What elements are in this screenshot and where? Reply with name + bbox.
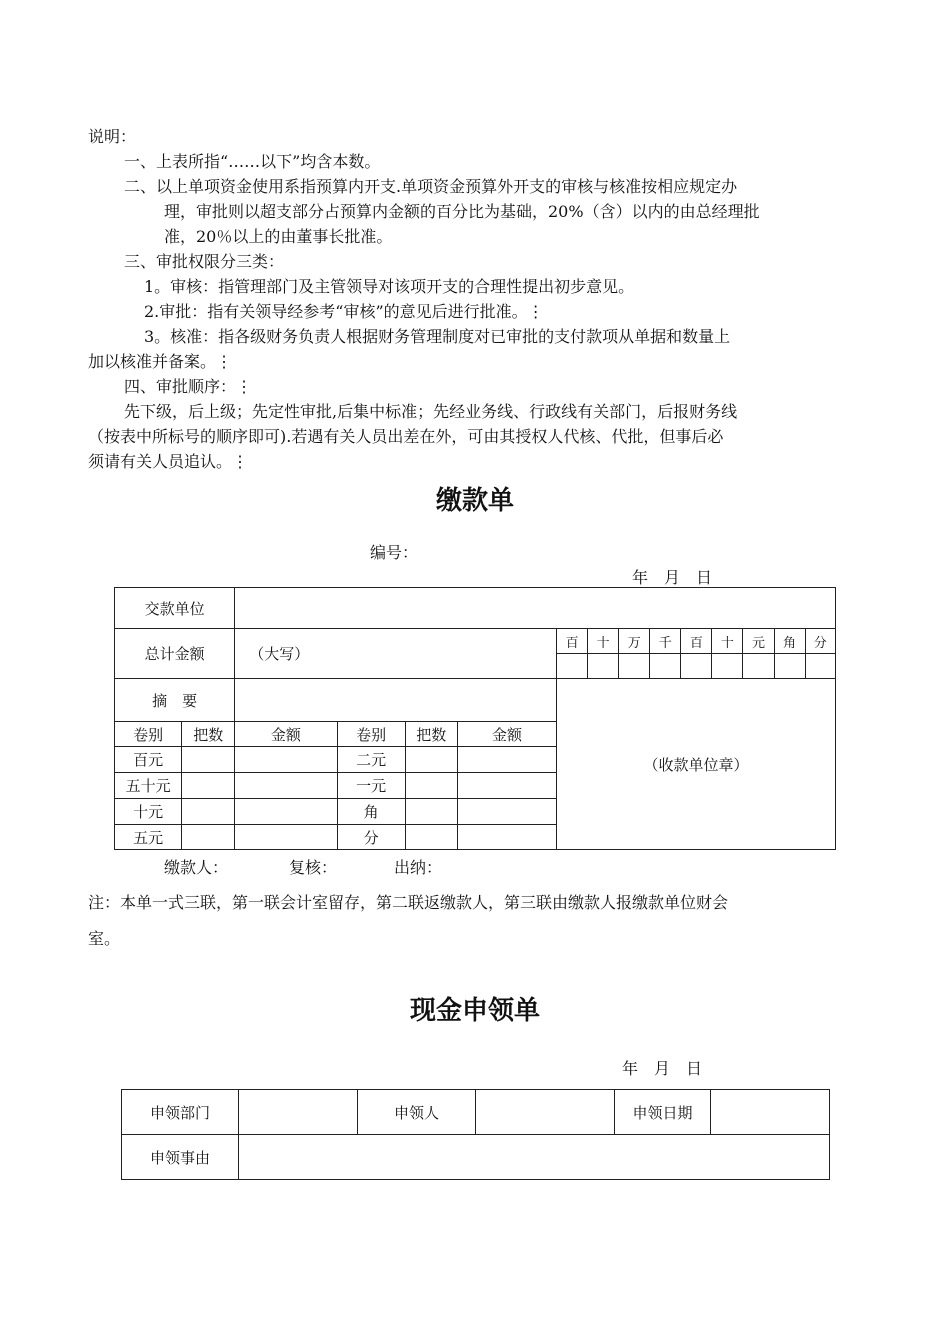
digit-field[interactable] — [805, 654, 835, 679]
note-item-3-3-line-1: 3。核准：指各级财务负责人根据财务管理制度对已审批的支付款项从单据和数量上 — [144, 327, 731, 346]
bundle-count-field[interactable] — [182, 773, 235, 799]
bundle-count-field[interactable] — [182, 825, 235, 850]
digit-header-3: 万 — [619, 629, 650, 654]
digit-header-6: 十 — [712, 629, 743, 654]
payment-date-label: 年 月 日 — [632, 568, 713, 587]
digit-header-7: 元 — [743, 629, 774, 654]
digit-field[interactable] — [743, 654, 774, 679]
note-item-4-line-3: 须请有关人员追认。⋮ — [88, 452, 249, 471]
denom-header: 金额 — [235, 722, 337, 747]
payment-form-title: 缴款单 — [435, 486, 514, 516]
amount-field[interactable] — [235, 747, 337, 773]
note-item-2-line-2: 理，审批则以超支部分占预算内金额的百分比为基础，20%（含）以内的由总经理批 — [164, 202, 760, 221]
digit-header-9: 分 — [805, 629, 835, 654]
notes-heading: 说明： — [88, 127, 137, 146]
digit-field[interactable] — [774, 654, 805, 679]
digit-field[interactable] — [712, 654, 743, 679]
denom-header: 卷别 — [115, 722, 182, 747]
amount-field[interactable] — [457, 799, 556, 825]
dept-label: 申领部门 — [122, 1090, 239, 1135]
amount-field[interactable] — [235, 773, 337, 799]
digit-header-8: 角 — [774, 629, 805, 654]
bundle-count-field[interactable] — [405, 747, 457, 773]
payment-note-line-2: 室。 — [88, 929, 121, 948]
amount-field[interactable] — [457, 825, 556, 850]
denom-label-right: 二元 — [337, 747, 405, 773]
total-amount-label: 总计金额 — [115, 629, 235, 679]
note-item-4-line-2: （按表中所标号的顺序即可).若遇有关人员出差在外，可由其授权人代核、代批，但事后必 — [88, 427, 724, 446]
digit-header-2: 十 — [588, 629, 619, 654]
digit-field[interactable] — [588, 654, 619, 679]
payment-form-table — [114, 587, 836, 850]
payment-number-label: 编号： — [370, 543, 419, 562]
dept-field[interactable] — [239, 1090, 358, 1135]
note-item-2-line-3: 准，20％以上的由董事长批准。 — [164, 227, 393, 246]
digit-header-1: 百 — [557, 629, 588, 654]
note-item-3-2: 2.审批：指有关领导经参考“审核”的意见后进行批准。⋮ — [144, 302, 544, 321]
denom-header: 卷别 — [337, 722, 405, 747]
reviewer-signature-label: 复核： — [289, 858, 338, 877]
denom-label-right: 分 — [337, 825, 405, 850]
note-item-1: 一、上表所指“……以下”均含本数。 — [124, 152, 381, 171]
note-item-3-1: 1。审核：指管理部门及主管领导对该项开支的合理性提出初步意见。 — [144, 277, 635, 296]
bundle-count-field[interactable] — [405, 773, 457, 799]
bundle-count-field[interactable] — [182, 799, 235, 825]
denom-label-left: 五元 — [115, 825, 182, 850]
apply-date-label: 申领日期 — [615, 1090, 711, 1135]
cash-date-label: 年 月 日 — [622, 1059, 703, 1078]
total-uppercase-field[interactable]: （大写） — [235, 629, 557, 679]
receiving-unit-stamp: （收款单位章） — [557, 679, 836, 850]
bundle-count-field[interactable] — [405, 825, 457, 850]
amount-field[interactable] — [457, 747, 556, 773]
reason-label: 申领事由 — [122, 1135, 239, 1180]
bundle-count-field[interactable] — [182, 747, 235, 773]
apply-date-field[interactable] — [711, 1090, 830, 1135]
note-item-4-line-1: 先下级，后上级；先定性审批,后集中标准；先经业务线、行政线有关部门，后报财务线 — [124, 402, 738, 421]
digit-field[interactable] — [619, 654, 650, 679]
denom-header: 把数 — [405, 722, 457, 747]
note-item-3-3-line-2: 加以核准并备案。⋮ — [88, 352, 233, 371]
payer-unit-field[interactable] — [235, 588, 836, 629]
denom-header: 金额 — [457, 722, 556, 747]
digit-header-5: 百 — [681, 629, 712, 654]
amount-field[interactable] — [457, 773, 556, 799]
denom-label-left: 十元 — [115, 799, 182, 825]
notes-section — [88, 124, 868, 474]
denom-label-left: 五十元 — [115, 773, 182, 799]
denom-label-left: 百元 — [115, 747, 182, 773]
digit-field[interactable] — [557, 654, 588, 679]
note-item-2-line-1: 二、以上单项资金使用系指预算内开支.单项资金预算外开支的审核与核准按相应规定办 — [124, 177, 738, 196]
denom-label-right: 一元 — [337, 773, 405, 799]
payer-unit-label: 交款单位 — [115, 588, 235, 629]
denom-header: 把数 — [182, 722, 235, 747]
cash-form-title: 现金申领单 — [409, 996, 540, 1026]
amount-field[interactable] — [235, 825, 337, 850]
cash-form-table — [121, 1089, 830, 1180]
applicant-label: 申领人 — [358, 1090, 476, 1135]
digit-field[interactable] — [650, 654, 681, 679]
payment-note-line-1: 注：本单一式三联，第一联会计室留存，第二联返缴款人，第三联由缴款人报缴款单位财会 — [88, 893, 729, 912]
digit-header-4: 千 — [650, 629, 681, 654]
applicant-field[interactable] — [476, 1090, 615, 1135]
denom-label-right: 角 — [337, 799, 405, 825]
note-item-4: 四、审批顺序：⋮ — [124, 377, 253, 396]
payer-signature-label: 缴款人： — [164, 858, 229, 877]
summary-label: 摘 要 — [115, 679, 235, 722]
amount-field[interactable] — [235, 799, 337, 825]
summary-field[interactable] — [235, 679, 557, 722]
note-item-3: 三、审批权限分三类： — [124, 252, 285, 271]
digit-field[interactable] — [681, 654, 712, 679]
reason-field[interactable] — [239, 1135, 830, 1180]
cashier-signature-label: 出纳： — [394, 858, 443, 877]
bundle-count-field[interactable] — [405, 799, 457, 825]
